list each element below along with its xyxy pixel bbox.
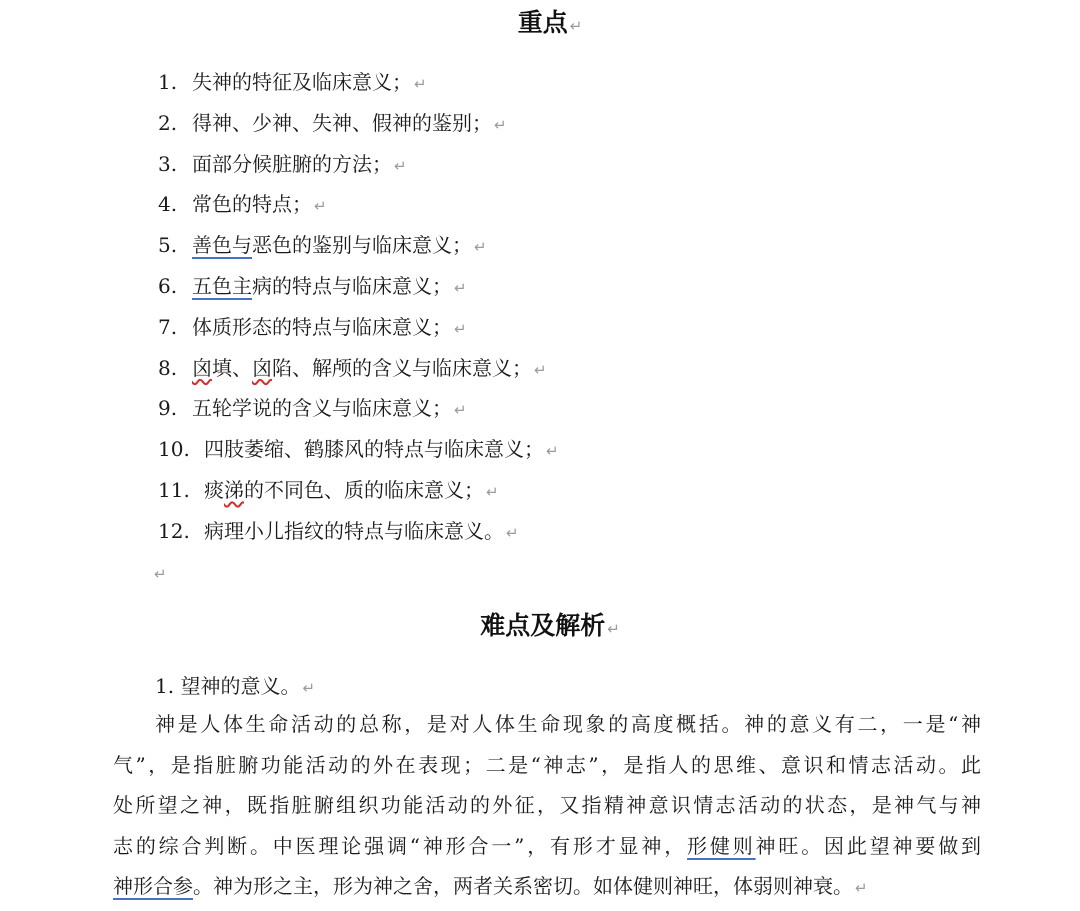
list-item[interactable]: 7. 体质形态的特点与临床意义； ↵ — [158, 314, 467, 339]
paragraph-mark-icon: ↵ — [546, 442, 559, 461]
list-item[interactable]: 11. 痰涕的不同色、质的临床意义； ↵ — [158, 477, 499, 502]
paragraph-mark-icon: ↵ — [534, 360, 547, 379]
list-item[interactable]: 9. 五轮学说的含义与临床意义； ↵ — [158, 396, 467, 421]
paragraph-mark-icon: ↵ — [414, 75, 427, 93]
list-item[interactable]: 10. 四肢萎缩、鹤膝风的特点与临床意义； ↵ — [158, 437, 559, 462]
paragraph-line: 处所望之神，既指脏腑组织功能活动的外征，又指精神意识情志活动的状态，是神气与神 — [113, 793, 981, 818]
spelling-underline[interactable]: 囟 — [252, 355, 272, 380]
subheading[interactable]: 1. 望神的意义。 ↵ — [155, 674, 316, 698]
paragraph-mark-icon: ↵ — [154, 565, 167, 583]
paragraph-mark-icon: ↵ — [454, 319, 467, 338]
grammar-underline[interactable]: 五色主 — [192, 273, 252, 298]
paragraph-mark-icon: ↵ — [454, 401, 467, 420]
paragraph-mark-icon: ↵ — [569, 17, 583, 35]
paragraph-line: 志的综合判断。中医理论强调“神形合一”，有形才显神，形健则神旺。因此望神要做到 — [113, 833, 982, 858]
list-item[interactable]: 12. 病理小儿指纹的特点与临床意义。 ↵ — [158, 518, 519, 543]
paragraph-mark-icon: ↵ — [607, 620, 620, 638]
paragraph-mark-icon: ↵ — [302, 679, 316, 697]
list-item[interactable]: 3. 面部分候脏腑的方法； ↵ — [158, 151, 407, 176]
section-title-key-points: 重点 ↵ — [517, 8, 583, 37]
paragraph-mark-icon: ↵ — [394, 156, 407, 175]
paragraph-mark-icon: ↵ — [474, 238, 487, 257]
spelling-underline[interactable]: 涕 — [224, 477, 244, 502]
list-item[interactable]: 1. 失神的特征及临床意义； ↵ — [158, 70, 427, 94]
paragraph-line: 神形合参。神为形之主，形为神之舍，两者关系密切。如体健则神旺，体弱则神衰。 ↵ — [113, 874, 868, 899]
paragraph-line: 气”，是指脏腑功能活动的外在表现；二是“神志”，是指人的思维、意识和情志活动。此 — [113, 752, 981, 777]
list-item[interactable]: 5. 善色与恶色的鉴别与临床意义； ↵ — [158, 233, 487, 258]
list-item[interactable]: 8. 囟填、囟陷、解颅的含义与临床意义； ↵ — [158, 355, 547, 380]
grammar-underline[interactable]: 善色与 — [192, 233, 252, 258]
paragraph-mark-icon: ↵ — [454, 278, 467, 297]
paragraph-mark-icon: ↵ — [506, 523, 519, 542]
list-item[interactable]: 4. 常色的特点； ↵ — [158, 192, 327, 217]
grammar-underline[interactable]: 形健则 — [687, 833, 756, 858]
grammar-underline[interactable]: 神形合参 — [113, 874, 193, 899]
key-points-list — [158, 62, 559, 552]
paragraph-mark-icon: ↵ — [855, 879, 868, 898]
body-paragraph[interactable] — [113, 704, 981, 909]
list-item[interactable]: 2. 得神、少神、失神、假神的鉴别； ↵ — [158, 110, 507, 135]
spelling-underline[interactable]: 囟 — [192, 355, 212, 380]
empty-paragraph[interactable] — [152, 560, 167, 588]
section-title-difficulties: 难点及解析 ↵ — [480, 611, 620, 640]
paragraph-mark-icon: ↵ — [486, 482, 499, 501]
list-item[interactable]: 6. 五色主病的特点与临床意义； ↵ — [158, 273, 467, 298]
paragraph-mark-icon: ↵ — [494, 115, 507, 134]
paragraph-line: 神是人体生命活动的总称，是对人体生命现象的高度概括。神的意义有二，一是“神 — [155, 712, 981, 736]
paragraph-mark-icon: ↵ — [314, 197, 327, 216]
